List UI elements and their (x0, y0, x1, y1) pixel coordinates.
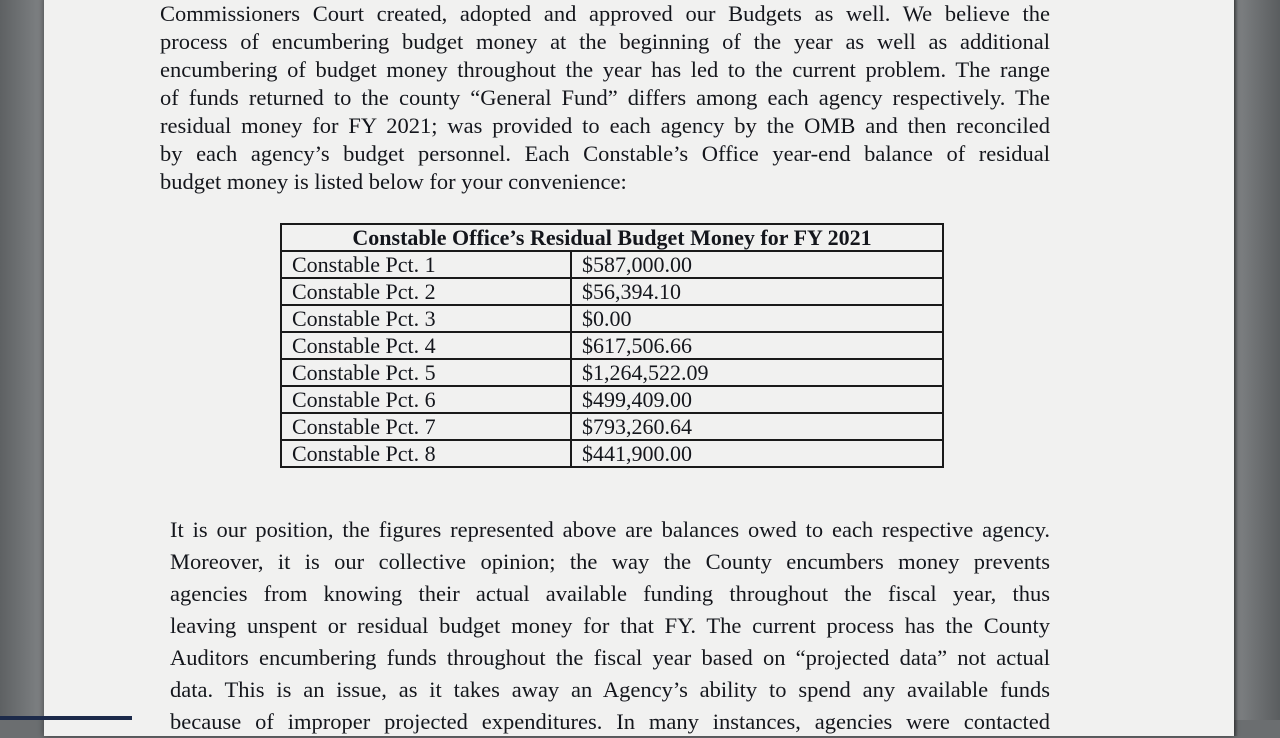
amount-cell: $56,394.10 (571, 278, 943, 305)
office-cell: Constable Pct. 3 (281, 305, 571, 332)
office-cell: Constable Pct. 4 (281, 332, 571, 359)
table-row (281, 251, 943, 278)
table-row (281, 278, 943, 305)
text-line: It is our position, the figures represented above are balances owed to each respective agency. (170, 517, 1050, 542)
table-title: Constable Office’s Residual Budget Money for FY 2021 (281, 224, 943, 251)
amount-cell: $793,260.64 (571, 413, 943, 440)
text-line: of funds returned to the county “General Fund” differs among each agency respectively. The (160, 85, 1050, 110)
office-cell: Constable Pct. 7 (281, 413, 571, 440)
table-row (281, 386, 943, 413)
table-row (281, 440, 943, 467)
amount-cell: $441,900.00 (571, 440, 943, 467)
text-line: agencies from knowing their actual available funding throughout the fiscal year, thus (170, 581, 1050, 606)
amount-cell: $1,264,522.09 (571, 359, 943, 386)
text-line: encumbering of budget money throughout the year has led to the current problem. The range (160, 57, 1050, 82)
office-cell: Constable Pct. 5 (281, 359, 571, 386)
text-line: data. This is an issue, as it takes away an Agency’s ability to spend any available funds (170, 677, 1050, 702)
text-line: residual money for FY 2021; was provided to each agency by the OMB and then reconciled (160, 113, 1050, 138)
table-row (281, 332, 943, 359)
text-line: by each agency’s budget personnel. Each Constable’s Office year-end balance of residual (160, 141, 1050, 166)
text-line: Moreover, it is our collective opinion; the way the County encumbers money prevents (170, 549, 1050, 574)
residual-budget-table (280, 223, 944, 468)
table-row (281, 305, 943, 332)
paragraph-position-statement (170, 514, 1050, 738)
text-line: Commissioners Court created, adopted and approved our Budgets as well. We believe the (160, 1, 1050, 26)
office-cell: Constable Pct. 8 (281, 440, 571, 467)
taskbar-edge (0, 716, 132, 720)
text-line: leaving unspent or residual budget money for that FY. The current process has the County (170, 613, 1050, 638)
amount-cell: $587,000.00 (571, 251, 943, 278)
office-cell: Constable Pct. 6 (281, 386, 571, 413)
text-line: process of encumbering budget money at the beginning of the year as well as additional (160, 29, 1050, 54)
table-header-row (281, 224, 943, 251)
table-row (281, 359, 943, 386)
text-line: budget money is listed below for your convenience: (160, 169, 627, 194)
text-line: because of improper projected expenditures. In many instances, agencies were contacted (170, 709, 1050, 734)
amount-cell: $499,409.00 (571, 386, 943, 413)
table-row (281, 413, 943, 440)
text-line: Auditors encumbering funds throughout the fiscal year based on “projected data” not actual (170, 645, 1050, 670)
office-cell: Constable Pct. 1 (281, 251, 571, 278)
amount-cell: $0.00 (571, 305, 943, 332)
paragraph-budget-process (160, 0, 1050, 196)
amount-cell: $617,506.66 (571, 332, 943, 359)
office-cell: Constable Pct. 2 (281, 278, 571, 305)
